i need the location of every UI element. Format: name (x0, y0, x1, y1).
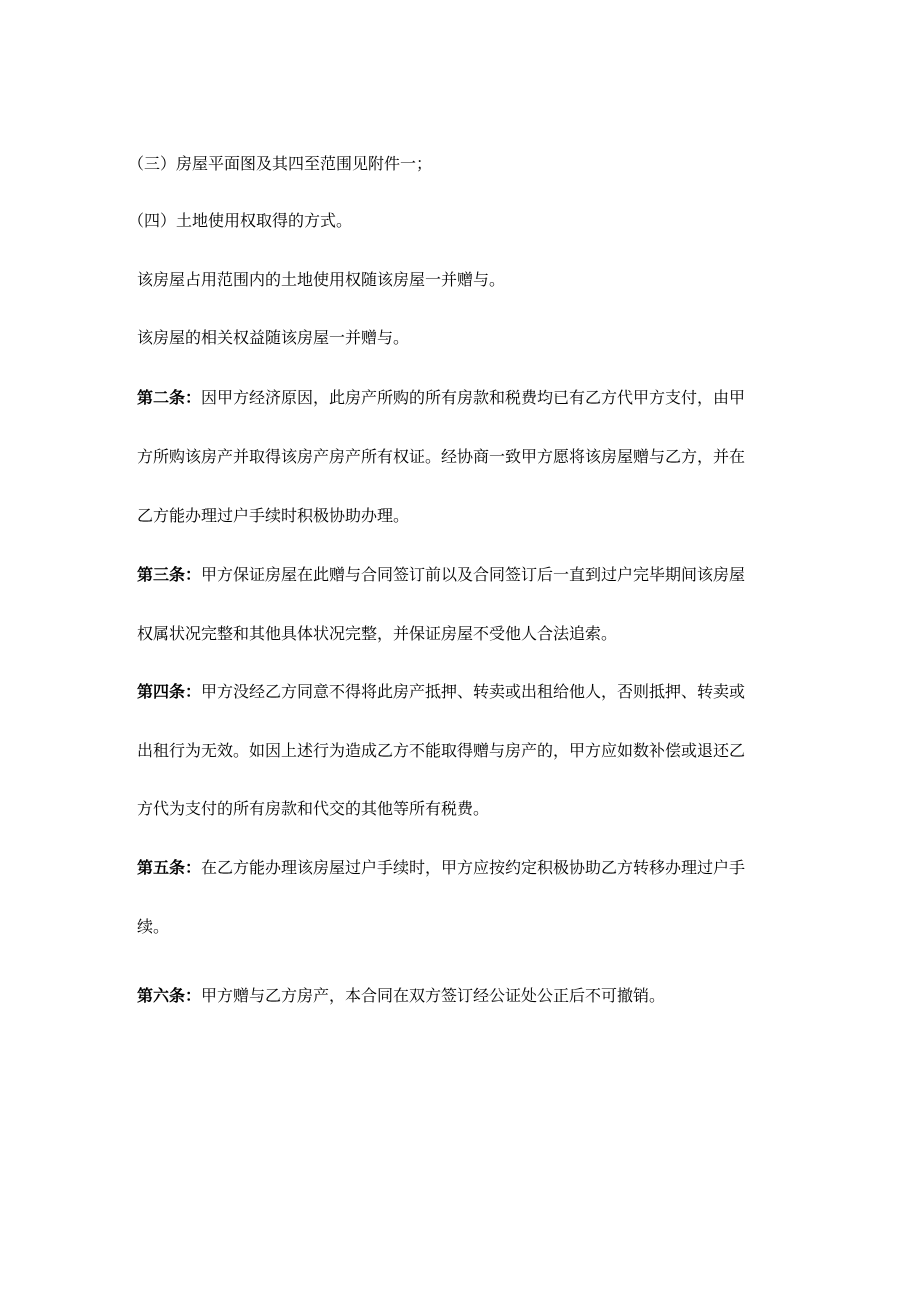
article-2-label: 第二条： (137, 388, 202, 407)
article-3-line-1 (137, 565, 787, 585)
article-5-line-1 (137, 858, 787, 878)
article-2-line-2: 方所购该房产并取得该房产房产所有权证。经协商一致甲方愿将该房屋赠与乙方，并在 (137, 447, 746, 466)
article-3-label: 第三条： (137, 565, 202, 584)
paragraph-land-use: 该房屋占用范围内的土地使用权随该房屋一并赠与。 (137, 270, 506, 289)
article-4-line-1 (137, 682, 787, 702)
article-5-line-2: 续。 (137, 917, 170, 936)
article-5-text-1: 在乙方能办理该房屋过户手续时，甲方应按约定积极协助乙方转移办理过户手 (201, 858, 746, 877)
article-2-text-1: 因甲方经济原因，此房产所购的所有房款和税费均已有乙方代甲方支付，由甲 (201, 388, 746, 407)
article-6-line-1 (137, 986, 787, 1006)
item-4: （四）土地使用权取得的方式。 (128, 211, 353, 230)
paragraph-related-rights: 该房屋的相关权益随该房屋一并赠与。 (137, 328, 410, 347)
article-6-label: 第六条： (137, 986, 202, 1005)
article-6-text-1: 甲方赠与乙方房产，本合同在双方签订经公证处公正后不可撤销。 (201, 986, 666, 1005)
article-2-line-3: 乙方能办理过户手续时积极协助办理。 (137, 506, 410, 525)
article-4-line-2: 出租行为无效。如因上述行为造成乙方不能取得赠与房产的，甲方应如数补偿或退还乙 (137, 741, 746, 760)
article-4-text-1: 甲方没经乙方同意不得将此房产抵押、转卖或出租给他人，否则抵押、转卖或 (201, 682, 746, 701)
article-3-line-2: 权属状况完整和其他具体状况完整，并保证房屋不受他人合法追索。 (137, 624, 618, 643)
article-4-line-3: 方代为支付的所有房款和代交的其他等所有税费。 (137, 799, 490, 818)
item-3: （三）房屋平面图及其四至范围见附件一； (128, 154, 433, 173)
article-3-text-1: 甲方保证房屋在此赠与合同签订前以及合同签订后一直到过户完毕期间该房屋 (201, 565, 746, 584)
article-5-label: 第五条： (137, 858, 202, 877)
article-2-line-1 (137, 388, 787, 408)
article-4-label: 第四条： (137, 682, 202, 701)
